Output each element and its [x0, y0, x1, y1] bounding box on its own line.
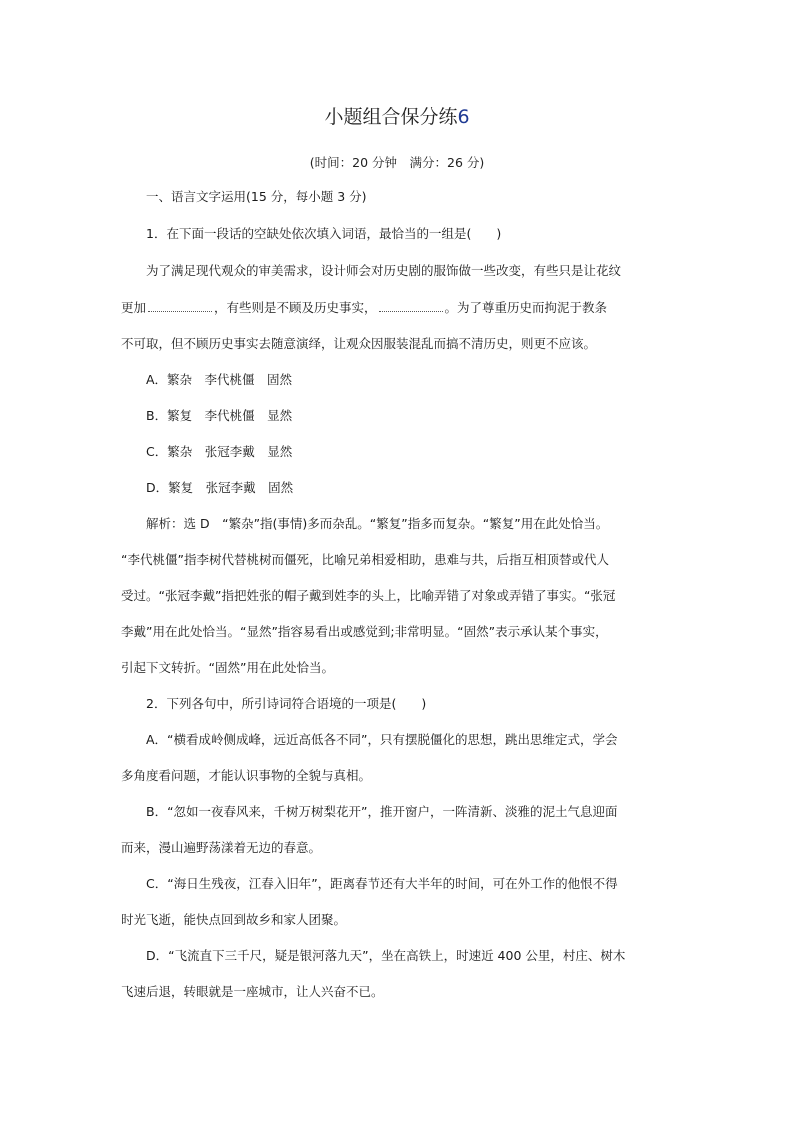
- section-heading: 一、语言文字运用(15 分，每小题 3 分): [146, 189, 367, 204]
- q2-option-c-cont: 时光飞逝，能快点回到故乡和家人团聚。: [121, 912, 347, 927]
- q1-option-b: B．繁复 李代桃僵 显然: [146, 408, 293, 423]
- exam-meta: (时间：20 分钟 满分：26 分): [309, 155, 485, 170]
- q2-option-c: C．“海日生残夜，江春入旧年”，距离春节还有大半年的时间，可在外工作的他恨不得: [146, 876, 618, 891]
- q1-analysis-line: 李戴”用在此处恰当。“显然”指容易看出或感觉到;非常明显。“固然”表示承认某个事实，: [121, 624, 608, 639]
- q1-passage-line: 不可取，但不顾历史事实去随意演绎，让观众因服装混乱而搞不清历史，则更不应该。: [121, 336, 597, 351]
- title-text: 小题组合保分练: [324, 106, 458, 128]
- q1-passage-line: 为了满足现代观众的审美需求，设计师会对历史剧的服饰做一些改变，有些只是让花纹: [146, 263, 622, 278]
- q1-analysis-line: 解析：选 D “繁杂”指(事情)多而杂乱。“繁复”指多而复杂。“繁复”用在此处恰当。: [146, 516, 609, 531]
- q1-passage-text: 更加: [121, 300, 147, 315]
- page-title: [0, 102, 794, 129]
- q1-analysis-line: 引起下文转折。“固然”用在此处恰当。: [121, 660, 334, 675]
- q2-option-d-cont: 飞速后退，转眼就是一座城市，让人兴奋不已。: [121, 984, 384, 999]
- q2-option-d: D．“飞流直下三千尺，疑是银河落九天”，坐在高铁上，时速近 400 公里，村庄、树木: [146, 948, 626, 963]
- q1-stem: 1．在下面一段话的空缺处依次填入词语，最恰当的一组是( ): [146, 226, 502, 241]
- q1-option-a: A．繁杂 李代桃僵 固然: [146, 372, 293, 387]
- q1-passage-line-with-blanks: [121, 299, 607, 316]
- q2-option-b-cont: 而来，漫山遍野荡漾着无边的春意。: [121, 840, 322, 855]
- q2-option-a: A．“横看成岭侧成峰，远近高低各不同”，只有摆脱僵化的思想，跳出思维定式，学会: [146, 732, 618, 747]
- fill-blank-2: [379, 299, 443, 312]
- q2-option-b: B．“忽如一夜春风来，千树万树梨花开”，推开窗户，一阵清新、淡雅的泥土气息迎面: [146, 804, 618, 819]
- q1-analysis-line: 受过。“张冠李戴”指把姓张的帽子戴到姓李的头上，比喻弄错了对象或弄错了事实。“张冠: [121, 588, 616, 603]
- title-number: 6: [457, 106, 470, 128]
- q2-option-a-cont: 多角度看问题，才能认识事物的全貌与真相。: [121, 768, 372, 783]
- q1-option-d: D．繁复 张冠李戴 固然: [146, 480, 294, 495]
- q1-passage-text: 。为了尊重历史而拘泥于教条: [444, 300, 608, 315]
- q2-stem: 2．下列各句中，所引诗词符合语境的一项是( ): [146, 696, 427, 711]
- fill-blank-1: [148, 299, 212, 312]
- q1-analysis-line: “李代桃僵”指李树代替桃树而僵死，比喻兄弟相爱相助，患难与共，后指互相顶替或代人: [121, 552, 609, 567]
- q1-passage-text: ，有些则是不顾及历史事实，: [214, 300, 377, 315]
- q1-option-c: C．繁杂 张冠李戴 显然: [146, 444, 293, 459]
